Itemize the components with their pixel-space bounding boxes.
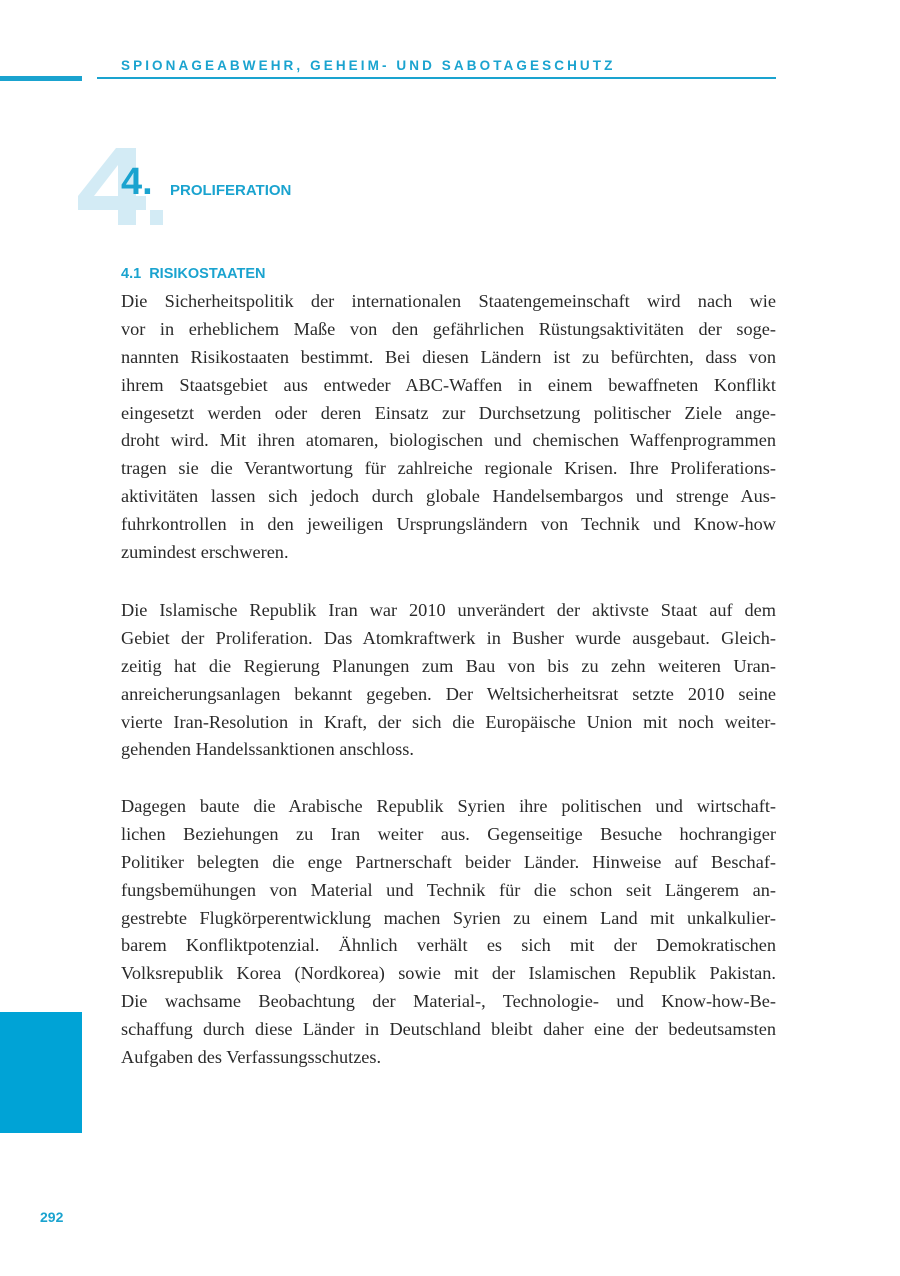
header-rule	[97, 77, 776, 79]
text-line: zeitig hat die Regierung Planungen zum Bau von bis zu zehn weiteren Uran-	[121, 655, 776, 676]
text-line: vor in erheblichem Maße von den gefährlichen Rüstungsaktivitäten der soge-	[121, 318, 776, 339]
text-line: Die wachsame Beobachtung der Material-, Technologie- und Know-how-Be-	[121, 991, 776, 1012]
page-number: 292	[40, 1209, 64, 1225]
paragraph-2	[121, 597, 776, 764]
text-line: aktivitäten lassen sich jedoch durch globale Handelsembargos und strenge Aus-	[121, 486, 776, 507]
text-line: nannten Risikostaaten bestimmt. Bei diesen Ländern ist zu befürchten, dass von	[121, 346, 776, 367]
text-line: Die Sicherheitspolitik der internationalen Staatengemeinschaft wird nach wie	[121, 291, 776, 311]
side-tab-marker	[0, 1012, 82, 1133]
text-line: gehenden Handelssanktionen anschloss.	[121, 739, 414, 760]
text-line: Aufgaben des Verfassungsschutzes.	[121, 1047, 382, 1068]
header-rule-left	[0, 76, 82, 81]
paragraph-1	[121, 288, 776, 567]
text-line: lichen Beziehungen zu Iran weiter aus. Gegenseitige Besuche hochrangiger	[121, 823, 776, 844]
text-line: vierte Iran-Resolution in Kraft, der sich die Europäische Union mit noch weiter-	[121, 711, 776, 732]
text-line: eingesetzt werden oder deren Einsatz zur Durchsetzung politischer Ziele ange-	[121, 402, 776, 423]
text-line: Die Islamische Republik Iran war 2010 unverändert der aktivste Staat auf dem	[121, 600, 776, 620]
text-line: Dagegen baute die Arabische Republik Syrien ihre politischen und wirtschaft-	[121, 796, 776, 816]
text-line: droht wird. Mit ihren atomaren, biologischen und chemischen Waffenprogrammen	[121, 430, 776, 451]
chapter-number: 4.	[121, 161, 153, 203]
text-line: tragen sie die Verantwortung für zahlreiche regionale Krisen. Ihre Proliferations-	[121, 458, 776, 479]
text-line: zumindest erschweren.	[121, 542, 289, 563]
paragraph-3	[121, 793, 776, 1072]
text-line: barem Konfliktpotenzial. Ähnlich verhält es sich mit der Demokratischen	[121, 935, 776, 956]
text-line: Volksrepublik Korea (Nordkorea) sowie mit der Islamischen Republik Pakistan.	[121, 963, 776, 984]
section-heading: 4.1 RISIKOSTAATEN	[121, 266, 266, 282]
text-line: fungsbemühungen von Material und Technik für die schon seit Längerem an-	[121, 879, 776, 900]
text-line: schaffung durch diese Länder in Deutschland bleibt daher eine der bedeutsamsten	[121, 1019, 776, 1040]
text-line: ihrem Staatsgebiet aus entweder ABC-Waffen in einem bewaffneten Konflikt	[121, 374, 776, 395]
chapter-title: PROLIFERATION	[170, 182, 292, 199]
text-line: Politiker belegten die enge Partnerschaft beider Länder. Hinweise auf Beschaf-	[121, 851, 776, 872]
text-line: gestrebte Flugkörperentwicklung machen Syrien zu einem Land mit unkalkulier-	[121, 907, 776, 928]
running-header: SPIONAGEABWEHR, GEHEIM- UND SABOTAGESCHUTZ	[121, 58, 616, 73]
text-line: fuhrkontrollen in den jeweiligen Ursprungsländern von Technik und Know-how	[121, 514, 776, 535]
text-line: Gebiet der Proliferation. Das Atomkraftwerk in Busher wurde ausgebaut. Gleich-	[121, 627, 776, 648]
text-line: anreicherungsanlagen bekannt gegeben. Der Weltsicherheitsrat setzte 2010 seine	[121, 683, 776, 704]
